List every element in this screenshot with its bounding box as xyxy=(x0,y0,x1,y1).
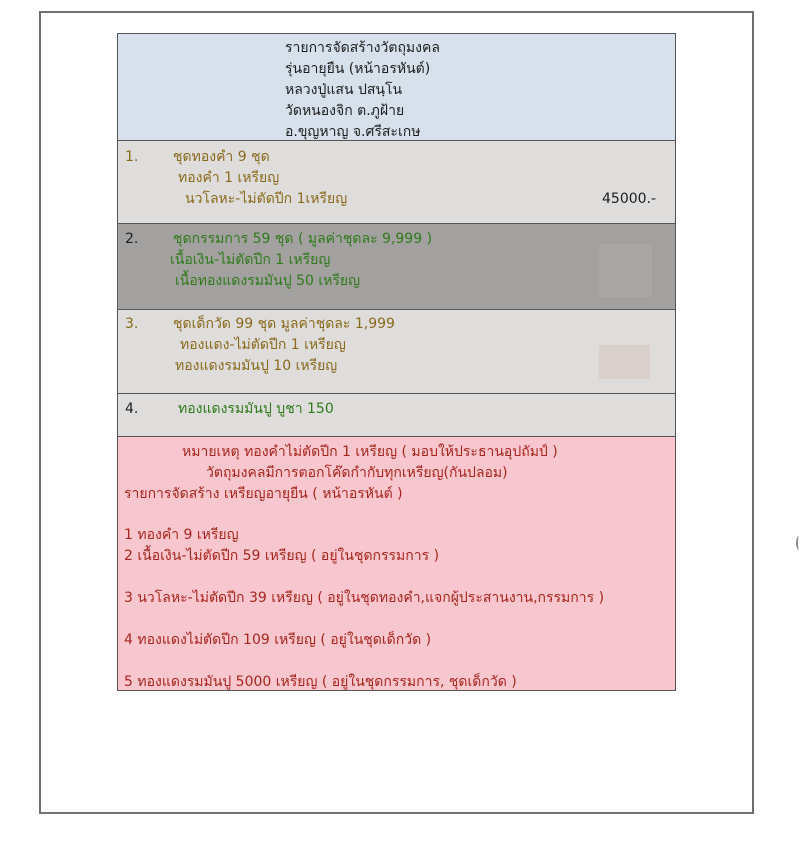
remark-line: วัตถุมงคลมีการตอกโค๊ดกำกับทุกเหรียญ(กันปลอม) xyxy=(206,465,508,481)
section-line: ทองแดง-ไม่ตัดปีก 1 เหรียญ xyxy=(180,337,346,353)
section-gold-set xyxy=(118,141,675,224)
list-item: 5 ทองแดงรมมันปู 5000 เหรียญ ( อยู่ในชุดกรรมการ, ชุดเด็กวัด ) xyxy=(124,674,517,690)
section-title: ทองแดงรมมันปู บูชา 150 xyxy=(178,401,334,417)
header-line-5: อ.ขุญหาญ จ.ศรีสะเกษ xyxy=(285,124,421,140)
section-line: เนื้อเงิน-ไม่ตัดปีก 1 เหรียญ xyxy=(170,252,331,268)
list-item: 2 เนื้อเงิน-ไม่ตัดปีก 59 เหรียญ ( อยู่ในชุดกรรมการ ) xyxy=(124,548,440,564)
section-title: ชุดเด็กวัด 99 ชุด มูลค่าชุดละ 1,999 xyxy=(173,316,395,332)
redacted-area xyxy=(599,345,650,379)
redacted-area xyxy=(599,244,652,297)
amulet-list-table xyxy=(117,33,676,691)
list-item: 4 ทองแดงไม่ตัดปีก 109 เหรียญ ( อยู่ในชุดเด็กวัด ) xyxy=(124,632,432,648)
header-line-3: หลวงปู่แสน ปสนฺโน xyxy=(285,82,403,98)
remark-line: รายการจัดสร้าง เหรียญอายุยืน ( หน้าอรหันต์ ) xyxy=(124,486,403,502)
header-section xyxy=(118,34,675,141)
section-line: เนื้อทองแดงรมมันปู 50 เหรียญ xyxy=(175,273,361,289)
header-line-4: วัดหนองจิก ต.ภูฝ้าย xyxy=(285,103,405,119)
section-worship-copper xyxy=(118,394,675,437)
list-item: 3 นวโลหะ-ไม่ตัดปีก 39 เหรียญ ( อยู่ในชุดทองคำ,แจกผู้ประสานงาน,กรรมการ ) xyxy=(124,590,605,606)
list-item: 1 ทองคำ 9 เหรียญ xyxy=(124,527,239,543)
edge-mark xyxy=(796,536,800,550)
section-committee-set xyxy=(118,224,675,310)
section-line: ทองแดงรมมันปู 10 เหรียญ xyxy=(175,358,338,374)
section-number: 4. xyxy=(125,401,139,417)
section-number: 2. xyxy=(125,231,139,247)
section-number: 1. xyxy=(125,149,139,165)
section-line: นวโลหะ-ไม่ตัดปีก 1เหรียญ xyxy=(185,191,348,207)
remarks-section xyxy=(118,437,675,690)
price-value: 45000.- xyxy=(602,191,657,207)
header-line-1: รายการจัดสร้างวัตถุมงคล xyxy=(285,40,440,56)
section-temple-boy-set xyxy=(118,310,675,394)
section-title: ชุดทองคำ 9 ชุด xyxy=(173,149,270,165)
section-title: ชุดกรรมการ 59 ชุด ( มูลค่าชุดละ 9,999 ) xyxy=(173,231,433,247)
section-line: ทองคำ 1 เหรียญ xyxy=(178,170,280,186)
remark-line: หมายเหตุ ทองคำไม่ตัดปีก 1 เหรียญ ( มอบให้ประธานอุปถัมป์ ) xyxy=(182,444,558,460)
section-number: 3. xyxy=(125,316,139,332)
header-line-2: รุ่นอายุยืน (หน้าอรหันต์) xyxy=(285,61,431,77)
